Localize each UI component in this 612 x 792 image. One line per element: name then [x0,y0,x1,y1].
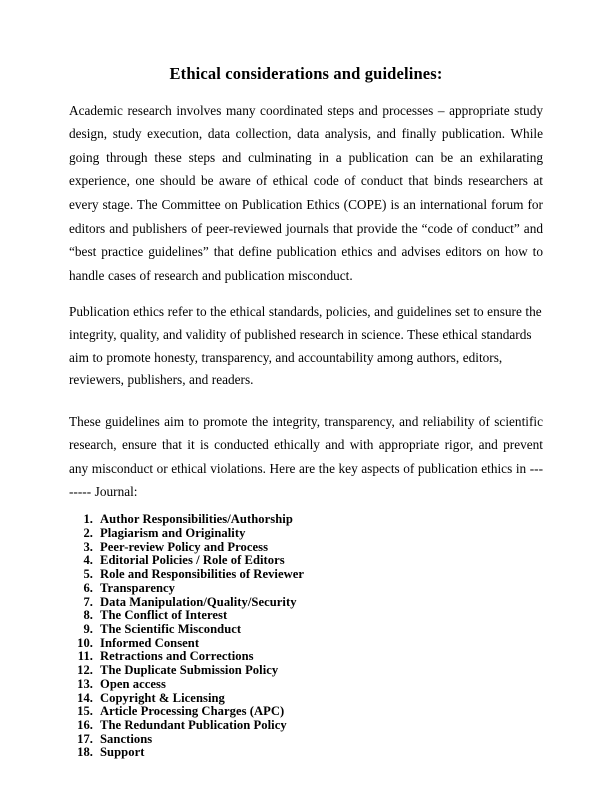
list-item [69,609,543,623]
list-item [69,678,543,692]
list-item-number: 17. [77,731,93,746]
list-item [69,513,543,527]
list-item-label: Sanctions [100,731,153,746]
list-item-number: 1. [83,512,93,527]
list-item-label: Article Processing Charges (APC) [100,704,285,719]
page-title: Ethical considerations and guidelines: [169,64,443,83]
list-item [69,541,543,555]
list-item-label: Peer-review Policy and Process [100,539,269,554]
document-body [69,64,543,760]
list-item [69,692,543,706]
list-item [69,705,543,719]
list-item [69,568,543,582]
list-item-number: 3. [83,539,93,554]
list-item-label: Plagiarism and Originality [100,526,246,541]
list-item [69,650,543,664]
paragraph-guidelines-aim: These guidelines aim to promote the integrity, transparency, and reliability of scientific research, ensure that it is conducted ethically and with appropriate rigor, and prevent any misconduct or ethical violations. Here are the key aspects of publication ethics in -------- Journal: [69,413,543,499]
list-item-label: Support [100,745,145,760]
list-item-number: 6. [83,580,93,595]
list-item-number: 11. [77,649,93,664]
list-item-label: Editorial Policies / Role of Editors [100,553,285,568]
list-item-number: 5. [83,567,93,582]
list-item-label: The Scientific Misconduct [100,622,242,636]
list-item-label: The Conflict of Interest [100,608,228,623]
list-item-label: Transparency [100,580,175,595]
ethics-aspects-list [69,513,543,760]
list-item-label: Copyright & Licensing [100,690,225,705]
list-item-number: 15. [77,704,93,719]
list-item-number: 2. [83,526,93,541]
list-item [69,733,543,747]
list-item [69,596,543,610]
list-item-number: 13. [77,676,93,691]
list-item-label: Data Manipulation/Quality/Security [100,594,297,609]
list-item [69,554,543,568]
list-item-label: Author Responsibilities/Authorship [100,512,293,527]
list-item [69,527,543,541]
list-item [69,637,543,651]
list-item-label: The Duplicate Submission Policy [100,663,279,678]
list-item [69,719,543,733]
list-item [69,623,543,637]
list-item [69,664,543,678]
list-item-number: 10. [77,635,93,650]
list-item-label: Informed Consent [100,635,200,650]
list-item [69,582,543,596]
paragraph-intro: Academic research involves many coordinated steps and processes – appropriate study design, study execution, data collection, data analysis, and finally publication. While going through these steps and culminating in a publication can be an exhilarating experience, one should be aware of ethical code of conduct that binds researchers at every stage. The Committee on Publication Ethics (COPE) is an international forum for editors and publishers of peer-reviewed journals that provide the “code of conduct” and “best practice guidelines” that define publication ethics and advises editors on how to handle cases of research and publication misconduct. [69,102,543,283]
list-item-number: 4. [83,553,93,568]
list-item-label: Retractions and Corrections [100,649,254,664]
list-item-number: 14. [77,690,93,705]
paragraph-publication-ethics: Publication ethics refer to the ethical standards, policies, and guidelines set to ensure the integrity, quality, and validity of published research in science. These ethical standards aim to promote honesty, transparency, and accountability among authors, editors, reviewers, publishers, and readers. [69,304,542,388]
list-item-label: The Redundant Publication Policy [100,717,287,732]
list-item-label: Role and Responsibilities of Reviewer [100,567,305,582]
list-item-number: 8. [83,608,93,623]
list-item [69,746,543,760]
list-item-number: 18. [77,745,93,760]
list-item-label: Open access [100,676,166,691]
list-item-number: 7. [83,594,93,609]
list-item-number: 12. [77,663,93,678]
list-item-number: 9. [83,622,93,636]
list-item-number: 16. [77,717,93,732]
